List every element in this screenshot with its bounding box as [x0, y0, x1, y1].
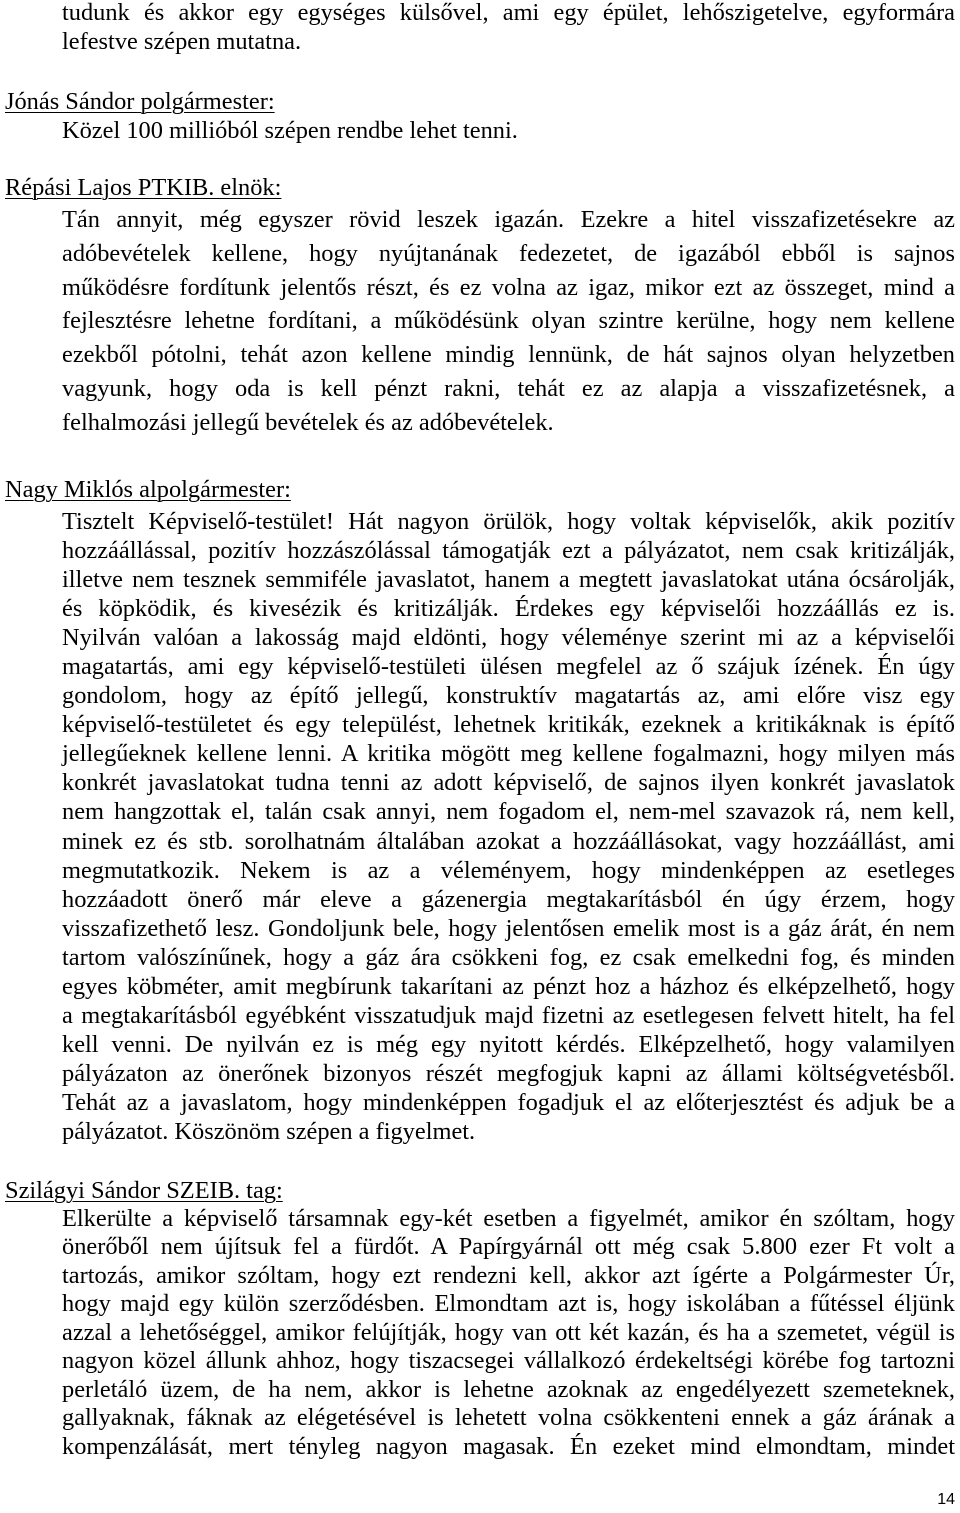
text-line: vagyunk, hogy oda is kell pénzt rakni, tehát ez az alapja a visszafizetésnek, a	[62, 374, 955, 402]
text-line: hozzáállással, pozitív hozzászólással támogatják ezt a pályázatot, nem csak kritizálják,	[62, 536, 955, 564]
text-line: tartom valószínűnek, hogy a gáz ára csökkeni fog, ez csak emelkedni fog, és minden	[62, 943, 955, 971]
text-line: működésre fordítunk jelentős részt, és ez volna az igaz, mikor ezt az összeget, mind a	[62, 273, 955, 301]
text-line: kell venni. De nyilván ez is még egy nyitott kérdés. Elképzelhető, hogy valamilyen	[62, 1031, 955, 1059]
speech-paragraph	[62, 1205, 955, 1462]
text-line: Tán annyit, még egyszer rövid leszek igazán. Ezekre a hitel visszafizetésekre az	[62, 206, 955, 233]
text-line: fejlesztésre lehetne fordítani, a működésünk olyan szintre kerülne, hogy nem kellene	[62, 307, 955, 335]
text-line: jellegűeknek kellene lenni. A kritika mögött meg kellene fogalmazni, hogy milyen más	[62, 740, 955, 768]
page-number: 14	[937, 1491, 955, 1508]
text-line: pályázatot. Köszönöm szépen a figyelmet.	[62, 1118, 476, 1146]
text-line: ezekből pótolni, tehát azon kellene mindig lennünk, de hát sajnos olyan helyzetben	[62, 341, 955, 369]
text-line: hozzáadott önerő már eleve a gázenergia megtakarításból én úgy érzem, hogy	[62, 885, 955, 913]
text-line: Közel 100 millióból szépen rendbe lehet tenni.	[62, 116, 518, 144]
text-line: illetve nem tesznek semmiféle javaslatot, hanem a megtett javaslatokat utána ócsárolják,	[62, 565, 955, 593]
speaker-name: Jónás Sándor polgármester:	[5, 87, 275, 115]
text-line: perletáló üzem, de ha nem, akkor is lehetne azoknak az engedélyezett szemeteknek,	[62, 1375, 955, 1403]
text-line: nem hangzottak el, talán csak annyi, nem fogadom el, nem-mel szavazok rá, nem kell,	[62, 798, 955, 826]
text-line: magatartás, ami egy képviselő-testületi ülésen megfelel az ő szájuk ízének. Én úgy	[62, 652, 955, 680]
text-line: visszafizethető lesz. Gondoljunk bele, hogy jelentősen emelik most is a gáz árát, én nem	[62, 914, 955, 942]
text-line: tudunk és akkor egy egységes külsővel, ami egy épület, lehőszigetelve, egyformára	[62, 0, 955, 26]
text-line: Nyilván valóan a lakosság majd eldönti, hogy véleménye szerint mi az a képviselői	[62, 623, 955, 651]
text-line: képviselő-testületet és egy települést, lehetnek kritikák, ezeknek a kritikáknak is építő	[62, 711, 955, 739]
speaker-name: Répási Lajos PTKIB. elnök:	[5, 173, 282, 201]
text-line: hogy majd egy külön szerződésben. Elmondtam azt is, hogy iskolában a fűtéssel éljünk	[62, 1290, 955, 1317]
text-line: Tehát az a javaslatom, hogy mindenképpen fogadjuk el az előterjesztést és adjuk be a	[62, 1089, 955, 1117]
text-line: minek ez és stb. sorolhatnám általában azokat a hozzáállásokat, vagy hozzáállást, ami	[62, 827, 955, 855]
speaker-name: Nagy Miklós alpolgármester:	[5, 475, 291, 503]
text-line: gallyaknak, fáknak az elégetésével is lehetett volna csökkenteni ennek a gáz árának a	[62, 1404, 955, 1431]
speech-paragraph	[62, 116, 955, 145]
text-line: és köpködik, és kivesézik és kritizálják. Érdekes egy képviselői hozzáállás ez is.	[62, 594, 955, 622]
text-line: nagyon közel állunk ahhoz, hogy tiszacsegei vállalkozó érdekeltségi körébe fog tartozni	[62, 1347, 955, 1374]
text-line: pályázaton az önerőnek bizonyos részét megfogjuk kapni az állami költségvetésből.	[62, 1060, 955, 1088]
speech-paragraph	[62, 507, 955, 1147]
text-line: kompenzálását, mert tényleg nagyon magasak. Én ezeket mind elmondtam, mindet	[62, 1432, 955, 1460]
text-line: gondolom, hogy az építő jellegű, konstruktív magatartás az, ami előre visz egy	[62, 682, 955, 710]
text-line: adóbevételek kellene, hogy nyújtanának fedezetet, de igazából ebből is sajnos	[62, 239, 955, 267]
speech-paragraph	[62, 203, 955, 440]
text-line: megmutatkozik. Nekem is az a véleményem, hogy mindenképpen az esetleges	[62, 856, 955, 884]
text-line: felhalmozási jellegű bevételek és az adóbevételek.	[62, 408, 554, 436]
text-line: konkrét javaslatokat tudna tenni az adott képviselő, de sajnos ilyen konkrét javaslatok	[62, 769, 955, 797]
continued-paragraph	[62, 0, 955, 56]
text-line: lefestve szépen mutatna.	[62, 28, 302, 55]
speaker-name: Szilágyi Sándor SZEIB. tag:	[5, 1176, 283, 1204]
text-line: Elkerülte a képviselő társamnak egy-két esetben a figyelmét, amikor én szóltam, hogy	[62, 1204, 955, 1232]
text-line: egyes köbméter, amit megbírunk takarítani az pénzt hoz a házhoz és elképzelhető, hogy	[62, 973, 955, 1000]
text-line: azzal a lehetőséggel, amikor felújítják, hogy van ott két kazán, és ha a szemetet, végül is	[62, 1318, 955, 1346]
text-line: önerőből nem újítsuk fel a fürdőt. A Papírgyárnál ott még csak 5.800 ezer Ft volt a	[62, 1233, 955, 1260]
text-line: Tisztelt Képviselő-testület! Hát nagyon örülök, hogy voltak képviselők, akik pozitív	[62, 507, 955, 535]
text-line: tartozás, amikor szóltam, hogy ezt rendezni kell, akkor azt ígérte a Polgármester Úr,	[62, 1261, 955, 1289]
text-line: a megtakarításból egyébként visszatudjuk majd fizetni az esetlegesen felvett hitelt, ha fel	[62, 1002, 955, 1030]
